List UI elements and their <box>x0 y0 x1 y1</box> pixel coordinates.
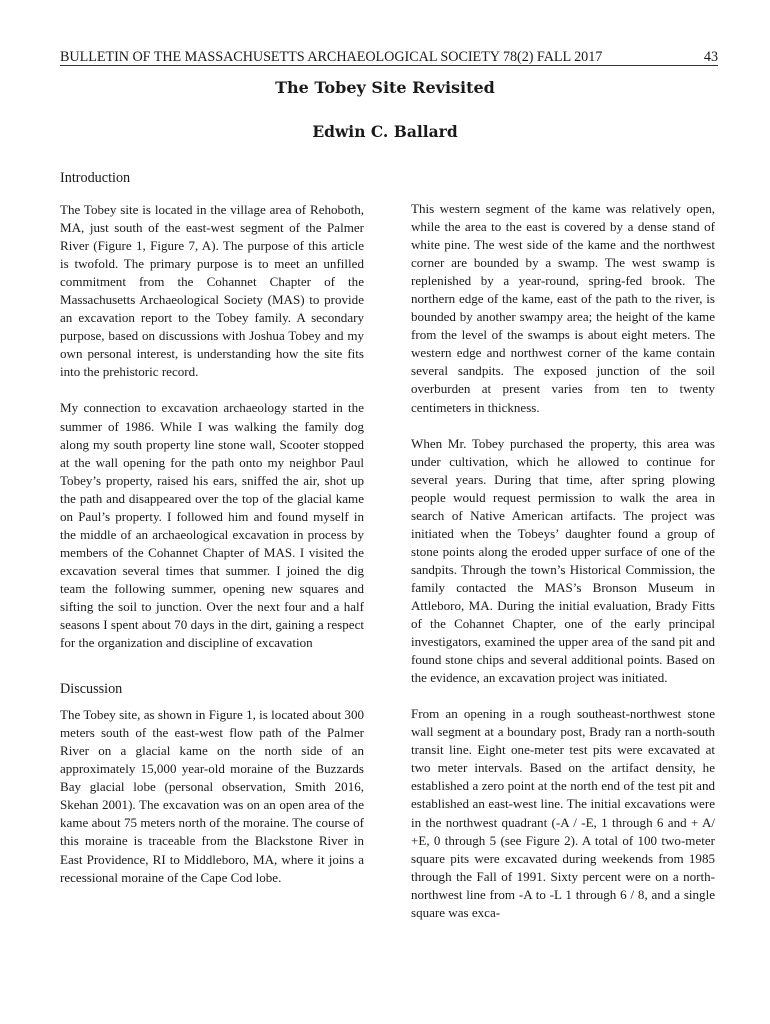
page-number: 43 <box>703 49 718 65</box>
paragraph: When Mr. Tobey purchased the property, this area was under cultivation, which he allowed to continue for several years. During that time, after spring plowing people would request permission to walk the area in search of Native American artifacts. The project was initiated when the Tobeys’ daughter found a group of stone points along the eroded upper surface of one of the sandpits. Through the town’s Historical Commission, the family contacted the MAS’s Bronson Museum in Attleboro, MA. During the initial evaluation, Brady Fitts of the Cohannet Chapter, one of the early principal investigators, examined the upper area of the sand pit and found stone chips and several additional points. Based on the evidence, an excavation project was initiated. <box>411 435 715 686</box>
paragraph: From an opening in a rough southeast-northwest stone wall segment at a boundary post, Brady ran a north-south transit line. Eight one-meter test pits were excavated at two meter intervals. Based on the artifact density, he established a zero point at the north end of the test pit and established an east-west line. The initial excavations were in the northwest quadrant (-A / -E, 1 through 6 and + A/ +E, 0 through 5 (see Figure 2). A total of 100 two-meter square pits were excavated during weekends from 1985 through the Fall of 1991. Sixty percent were on a north-northwest line from -A to -L 1 through 6 / 8, and a single square was exca- <box>411 706 715 920</box>
paragraph: The Tobey site, as shown in Figure 1, is located about 300 meters south of the east-west flow path of the Palmer River on a glacial kame on the north side of an approximately 15,000 year-old moraine of the Buzzards Bay glacial lobe (personal observation, Smith 2016, Skehan 2001). The excavation was on an open area of the kame about 75 meters north of the moraine. The course of this moraine is traceable from the Blackstone River in East Providence, RI to Middleboro, MA, where it joins a recessional moraine of the Cape Cod lobe. <box>60 707 364 885</box>
right-column <box>411 200 715 940</box>
paragraph: The Tobey site is located in the village area of Rehoboth, MA, just south of the east-west segment of the Palmer River (Figure 1, Figure 7, A). The purpose of this article is twofold. The primary purpose is to meet an unfilled commitment from the Cohannet Chapter of the Massachusetts Archaeological Society (MAS) to provide an excavation report to the Tobey family. A secondary purpose, based on discussions with Joshua Tobey and my own personal interest, is understanding how the site fits into the prehistoric record. <box>60 202 364 380</box>
section-heading-discussion: Discussion <box>60 681 123 698</box>
left-column <box>60 168 364 887</box>
paragraph: This western segment of the kame was relatively open, while the area to the east is covered by a dense stand of white pine. The west side of the kame and the northwest corner are bounded by a swamp. The west swamp is replenished by a year-round, spring-fed brook. The northern edge of the kame, east of the path to the river, is bounded by another swampy area; the height of the kame from the level of the swamps is about eight meters. The western edge and northwest corner of the kame contain several sandpits. The exposed junction of the soil overburden at present varies from ten to twenty centimeters in thickness. <box>411 201 715 415</box>
paragraph: My connection to excavation archaeology started in the summer of 1986. While I was walking the family dog along my south property line stone wall, Scooter stopped at the wall opening for the path onto my neighbor Paul Tobey’s property, raised his ears, sniffed the air, shot up the path and disappeared over the top of the glacial kame on Paul’s property. I followed him and found myself in the middle of an archaeological excavation in process by members of the Cohannet Chapter of MAS. I visited the excavation several times that summer. I joined the dig team the following summer, opening new squares and sifting the soil to junction. Over the next four and a half seasons I spent about 70 days in the dirt, gaining a respect for the organization and discipline of excavation <box>60 400 364 651</box>
section-heading-introduction: Introduction <box>60 170 131 186</box>
running-header <box>60 49 718 66</box>
article-author: Edwin C. Ballard <box>312 122 458 141</box>
article-title: The Tobey Site Revisited <box>275 78 495 97</box>
journal-title: BULLETIN OF THE MASSACHUSETTS ARCHAEOLOGICAL SOCIETY 78(2) FALL 2017 <box>60 49 603 65</box>
